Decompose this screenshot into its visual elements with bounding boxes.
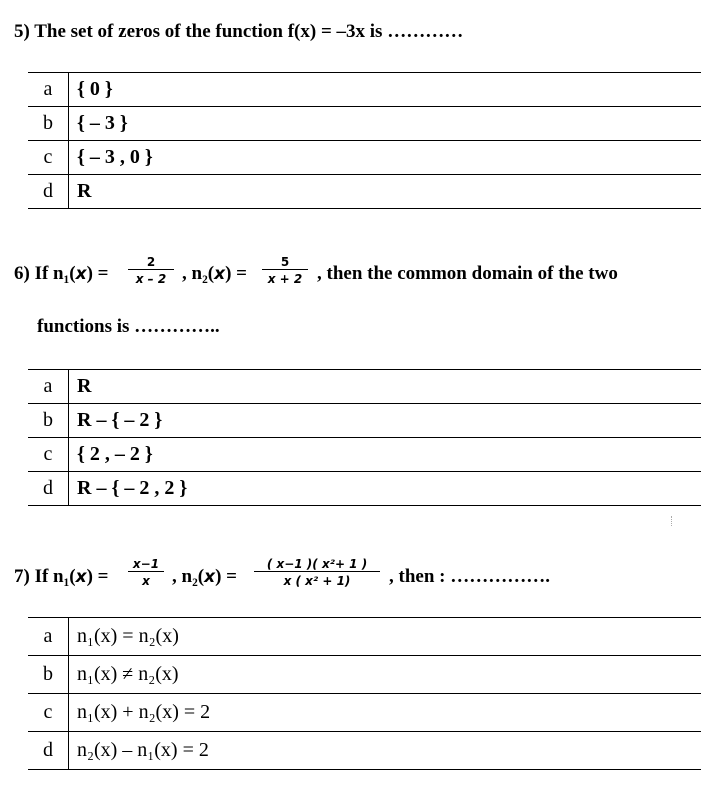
fraction-numerator: ( x−1 )( x²+ 1 ) <box>266 557 368 571</box>
option-letter: b <box>28 107 69 141</box>
fraction-denominator: x + 2 <box>262 269 308 286</box>
q7-eq-2: ) = <box>215 566 237 587</box>
q7-suffix: , then : ……………. <box>389 566 550 587</box>
fraction-denominator: x <box>128 571 164 588</box>
q6-prefix: 6) If n₁( <box>14 263 76 284</box>
fraction-numerator: x−1 <box>132 557 160 571</box>
option-row[interactable] <box>28 694 701 732</box>
q7-var-2: x <box>204 567 216 587</box>
option-text: R <box>69 370 701 404</box>
option-text: n₂(x) – n₁(x) = 2 <box>69 732 701 770</box>
q6-mid-text: , n₂( <box>182 263 215 284</box>
question-5-options <box>28 72 701 209</box>
q6-eq-2: ) = <box>225 263 247 284</box>
q6-fraction-2 <box>262 255 308 286</box>
q7-eq: ) = <box>86 566 109 587</box>
option-letter: c <box>28 438 69 472</box>
q6-var: x <box>75 264 87 284</box>
option-row[interactable] <box>28 141 701 175</box>
option-row[interactable] <box>28 73 701 107</box>
option-text: { 2 , – 2 } <box>69 438 701 472</box>
option-text: n₁(x) + n₂(x) = 2 <box>69 694 701 732</box>
option-letter: b <box>28 656 69 694</box>
option-letter: c <box>28 694 69 732</box>
option-letter: a <box>28 618 69 656</box>
question-6-prompt <box>14 263 109 285</box>
option-letter: d <box>28 175 69 209</box>
option-letter: d <box>28 472 69 506</box>
q6-line2: functions is ………….. <box>37 316 220 337</box>
fraction-numerator: 2 <box>146 255 156 269</box>
q7-fraction-2 <box>254 557 380 588</box>
q6-eq: ) = <box>86 263 109 284</box>
option-row[interactable] <box>28 472 701 506</box>
option-letter: a <box>28 73 69 107</box>
option-row[interactable] <box>28 438 701 472</box>
option-text: n₁(x) ≠ n₂(x) <box>69 656 701 694</box>
question-6-options <box>28 369 701 506</box>
option-row[interactable] <box>28 175 701 209</box>
q7-fraction-1 <box>128 557 164 588</box>
option-row[interactable] <box>28 404 701 438</box>
q7-mid-text: , n₂( <box>172 566 205 587</box>
q6-mid <box>182 263 247 285</box>
question-7-prompt <box>14 566 109 588</box>
option-row[interactable] <box>28 732 701 770</box>
q7-prefix: 7) If n₁( <box>14 566 76 587</box>
option-letter: d <box>28 732 69 770</box>
option-row[interactable] <box>28 618 701 656</box>
option-text: R – { – 2 , 2 } <box>69 472 701 506</box>
q6-fraction-1 <box>128 255 174 286</box>
option-text: { 0 } <box>69 73 701 107</box>
option-text: R – { – 2 } <box>69 404 701 438</box>
q7-mid <box>172 566 237 588</box>
question-7-options <box>28 617 701 770</box>
option-text: n₁(x) = n₂(x) <box>69 618 701 656</box>
option-text: R <box>69 175 701 209</box>
option-row[interactable] <box>28 656 701 694</box>
q7-var: x <box>75 567 87 587</box>
text-cursor-mark <box>671 516 673 526</box>
fraction-denominator: x ( x² + 1) <box>254 571 380 588</box>
option-letter: c <box>28 141 69 175</box>
option-text: { – 3 } <box>69 107 701 141</box>
q6-suffix: , then the common domain of the two <box>317 263 618 284</box>
option-row[interactable] <box>28 107 701 141</box>
question-5-prompt: 5) The set of zeros of the function f(x) = –3x is ………… <box>14 21 464 42</box>
option-letter: b <box>28 404 69 438</box>
fraction-numerator: 5 <box>280 255 290 269</box>
option-letter: a <box>28 370 69 404</box>
q6-var-2: x <box>214 264 226 284</box>
option-row[interactable] <box>28 370 701 404</box>
fraction-denominator: x – 2 <box>128 269 174 286</box>
option-text: { – 3 , 0 } <box>69 141 701 175</box>
